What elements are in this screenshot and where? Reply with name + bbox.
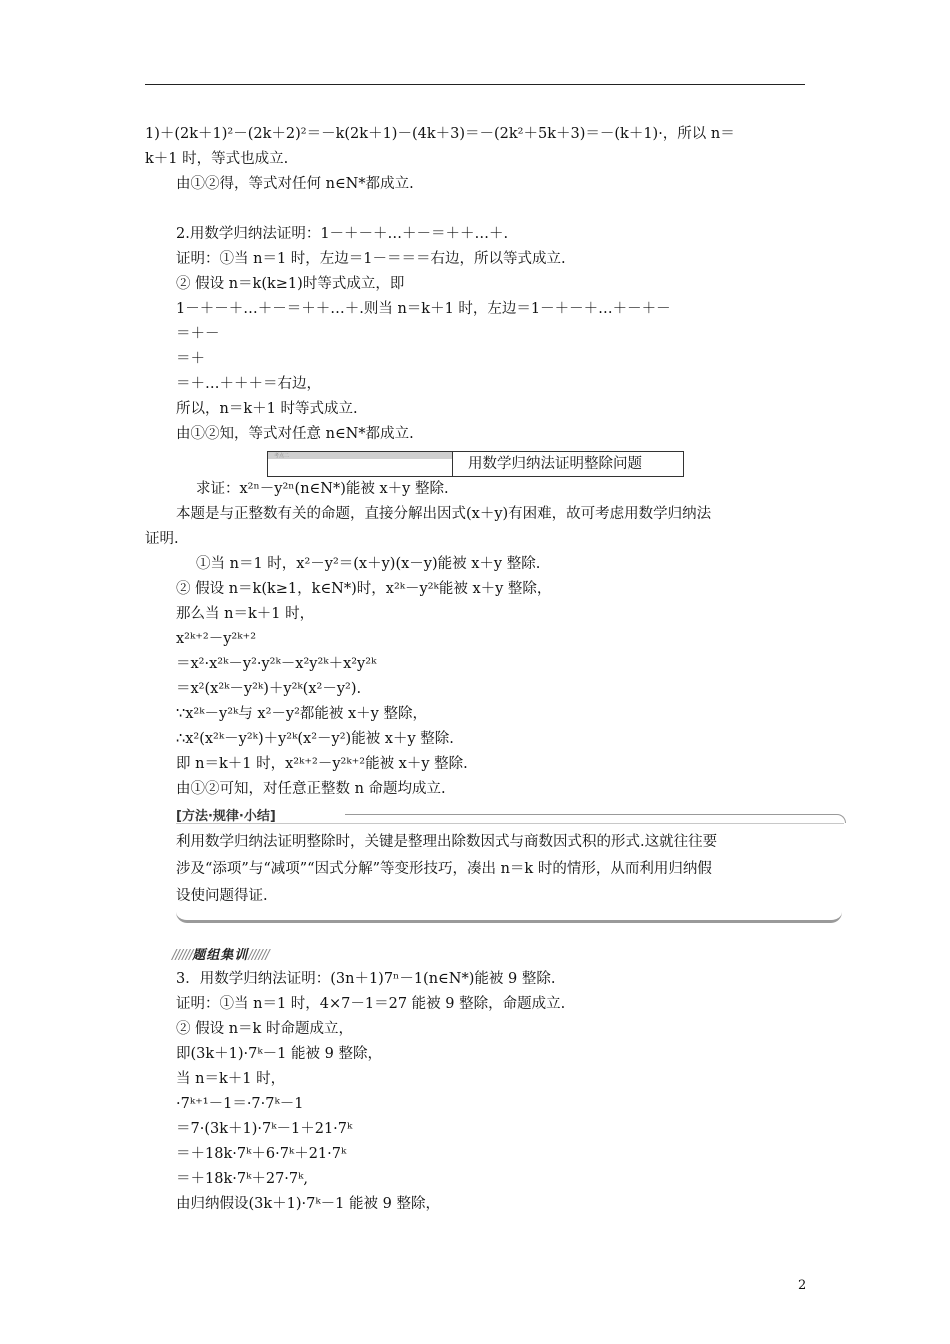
exercise-group-text: 题组集训: [192, 948, 249, 963]
text-line: ·7ᵏ⁺¹－1＝·7·7ᵏ－1: [176, 1096, 304, 1112]
text-line: 所以，n＝k＋1 时等式成立.: [176, 401, 358, 417]
text-line: 当 n＝k＋1 时，: [176, 1071, 286, 1087]
text-line: 本题是与正整数有关的命题，直接分解出因式(x＋y)有困难，故可考虑用数学归纳法: [176, 506, 712, 522]
section-tag: 考点二: [274, 453, 290, 459]
summary-frame-top: [345, 814, 846, 823]
text-line: x²ᵏ⁺²－y²ᵏ⁺²: [176, 631, 257, 647]
section-tag-bar: [268, 452, 452, 459]
text-line: ＝x²(x²ᵏ－y²ᵏ)＋y²ᵏ(x²－y²).: [176, 681, 362, 697]
text-line: 3．用数学归纳法证明：(3n＋1)7ⁿ－1(n∈N*)能被 9 整除.: [176, 971, 556, 987]
text-line: 证明：①当 n＝1 时，4×7－1＝27 能被 9 整除，命题成立.: [176, 996, 566, 1012]
text-line: 证明：①当 n＝1 时，左边＝1－＝＝＝右边，所以等式成立.: [176, 251, 566, 267]
hatch-right: //////: [248, 948, 269, 963]
text-line: ＝＋18k·7ᵏ＋27·7ᵏ,: [176, 1171, 309, 1187]
text-line: 1)＋(2k＋1)²－(2k＋2)²＝－k(2k＋1)－(4k＋3)＝－(2k²＋5k＋3)＝－(k＋1)·，所以 n＝: [145, 126, 735, 142]
text-line: 那么当 n＝k＋1 时，: [176, 606, 315, 622]
text-line: ＝＋－: [176, 326, 220, 342]
text-line: 设使问题得证.: [176, 888, 268, 904]
text-line: ∵x²ᵏ－y²ᵏ与 x²－y²都能被 x＋y 整除，: [176, 706, 427, 722]
text-line: ② 假设 n＝k(k≥1，k∈N*)时，x²ᵏ－y²ᵏ能被 x＋y 整除，: [176, 581, 552, 597]
exercise-group-label: [172, 944, 269, 963]
text-line: ② 假设 n＝k(k≥1)时等式成立，即: [176, 276, 405, 292]
text-line: 利用数学归纳法证明整除时，关键是整理出除数因式与商数因式积的形式.这就往往要: [176, 834, 718, 850]
text-line: 由归纳假设(3k＋1)·7ᵏ－1 能被 9 整除，: [176, 1196, 440, 1212]
header-rule: [145, 84, 805, 85]
text-line: 即(3k＋1)·7ᵏ－1 能被 9 整除，: [176, 1046, 382, 1062]
text-line: 涉及“添项”与“减项”“因式分解”等变形技巧，凑出 n＝k 时的情形，从而利用归纳假: [176, 861, 712, 877]
hatch-left: //////: [172, 948, 193, 963]
text-line: 1－＋－＋…＋－＝＋＋…＋.则当 n＝k＋1 时，左边＝1－＋－＋…＋－＋－: [176, 301, 671, 317]
summary-frame-bottom: [176, 912, 842, 923]
summary-heading: [方法·规律·小结]: [176, 809, 276, 824]
text-line: 即 n＝k＋1 时，x²ᵏ⁺²－y²ᵏ⁺²能被 x＋y 整除.: [176, 756, 468, 772]
text-line: 证明.: [145, 531, 179, 547]
text-line: 由①②知，等式对任意 n∈N*都成立.: [176, 426, 414, 442]
section-title: 用数学归纳法证明整除问题: [468, 456, 642, 472]
text-line: ＝x²·x²ᵏ－y²·y²ᵏ－x²y²ᵏ＋x²y²ᵏ: [176, 656, 377, 672]
text-line: k＋1 时，等式也成立.: [145, 151, 289, 167]
page-number: 2: [798, 1278, 807, 1293]
text-line: ＝＋…＋＋＋＝右边，: [176, 376, 321, 392]
text-line: ＝＋: [176, 351, 205, 367]
text-line: 由①②可知，对任意正整数 n 命题均成立.: [176, 781, 446, 797]
section-divider: [452, 452, 453, 476]
text-line: ＝＋18k·7ᵏ＋6·7ᵏ＋21·7ᵏ: [176, 1146, 347, 1162]
section-heading-box: [267, 451, 684, 477]
text-line: 2.用数学归纳法证明：1－＋－＋…＋－＝＋＋…＋.: [176, 226, 509, 242]
text-line: ①当 n＝1 时，x²－y²＝(x＋y)(x－y)能被 x＋y 整除.: [196, 556, 541, 572]
text-line: 求证：x²ⁿ－y²ⁿ(n∈N*)能被 x＋y 整除.: [196, 481, 449, 497]
text-line: ＝7·(3k＋1)·7ᵏ－1＋21·7ᵏ: [176, 1121, 353, 1137]
text-line: ② 假设 n＝k 时命题成立，: [176, 1021, 353, 1037]
summary-frame-rule: [176, 823, 844, 824]
text-line: ∴x²(x²ᵏ－y²ᵏ)＋y²ᵏ(x²－y²)能被 x＋y 整除.: [176, 731, 454, 747]
text-line: 由①②得，等式对任何 n∈N*都成立.: [176, 176, 414, 192]
